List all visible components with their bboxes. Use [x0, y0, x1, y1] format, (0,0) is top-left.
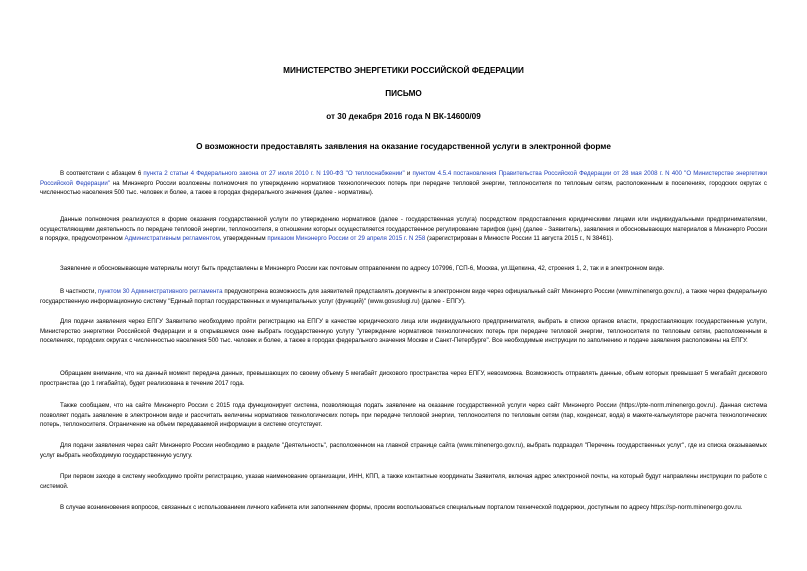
- paragraph-1-text: на Минэнерго России возложены полномочия по утверждению нормативов технологических потерь при передаче тепловой энергии, теплоносителя по тепловым сетям, расположенным в поселениях, городских округах с численностью населения 500 тыс. человек и более, а также в городах федерального значения (далее - нормативы).: [40, 179, 768, 197]
- paragraph-4: [40, 287, 767, 306]
- paragraph-5-text: Для подачи заявления через ЕПГУ Заявителю необходимо пройти регистрацию на ЕПГУ в качестве юридического лица или индивидуального предпринимателя, выбрать в списке органов власти, предоставляющих государственные услуги, Министерство энергетики Российской Федерации и в открывшемся окне выбрать государственную услугу "утверждение нормативов технологических потерь при передаче тепловой энергии, теплоносителя по тепловым сетям, расположенным в поселениях, городских округах с численностью населения 500 тыс. человек и более, а также в городах федерального значения Москве и Санкт-Петербурге". Все необходимые инструкции по заполнению и подаче заявления расположены на ЕПГУ.: [40, 318, 767, 345]
- paragraph-1: [40, 169, 767, 198]
- paragraph-3: [40, 264, 767, 274]
- paragraph-10-text: В случае возникновения вопросов, связанных с использованием личного кабинета или заполнением формы, просим воспользоваться специальным порталом технической поддержки, доступным по адресу https://sp-norm.minenergo.gov.ru.: [60, 504, 743, 511]
- paragraph-4-text: В частности,: [60, 288, 98, 295]
- paragraph-1-text: и: [404, 170, 413, 177]
- paragraph-8-text: Для подачи заявления через сайт Минэнерго России необходимо в разделе "Деятельность", расположенном на главной странице сайта (www.minenergo.gov.ru), выбрать подраздел "Перечень государственных услуг", где из списка оказываемых услуг выбрать необходимую государственную услугу.: [40, 442, 767, 459]
- ministry-title: МИНИСТЕРСТВО ЭНЕРГЕТИКИ РОССИЙСКОЙ ФЕДЕРАЦИИ: [283, 66, 524, 75]
- paragraph-3-text: Заявление и обосновывающие материалы могут быть представлены в Минэнерго России как почтовым отправлением по адресу 107996, ГСП-6, Москва, ул.Щепкина, 42, строения 1, 2, так и в электронном виде.: [60, 265, 665, 272]
- government-decree-400-link[interactable]: пунктом 4.5.4 постановления Правительства Российской Федерации от 28 мая 2008 г. N 400 "О Министерстве энергетики Российской Федерации": [40, 170, 768, 187]
- paragraph-6-text: Обращаем внимание, что на данный момент передача данных, превышающих по своему объему 5 мегабайт дискового пространства через ЕПГУ, невозможна. Возможность отправлять данные, объем которых превышает 5 мегабайт дискового пространства (до 1 гигабайта), будет реализована в течение 2017 года.: [40, 370, 767, 387]
- paragraph-7-text: Также сообщаем, что на сайте Минэнерго России с 2015 года функционирует система, позволяющая подать заявление на оказание государственной услуги через сайт Минэнерго России (https://pte-norm.minenergo.gov.ru). Данная система позволяет подать заявление в электронном виде и рассчитать величины нормативов технологических потерь при передаче тепловой энергии, теплоносителя по тепловым сетям (пар, конденсат, вода) в макете-калькуляторе расчета технологических потерь, теплоносителя. Ограничение на объем передаваемой информации в системе отсутствует.: [40, 402, 767, 429]
- regulation-item-30-link[interactable]: пунктом 30 Административного регламента: [97, 288, 223, 295]
- paragraph-9: [40, 472, 767, 491]
- paragraph-5: [40, 317, 767, 346]
- document-date-number: от 30 декабря 2016 года N ВК-14600/09: [326, 112, 481, 121]
- paragraph-2-text: Данные полномочия реализуются в форме оказания государственной услуги по утверждению нормативов (далее - государственная услуга) посредством предоставления юридическими лицами или индивидуальными предпринимателями, осуществляющими деятельность по передаче тепловой энергии, теплоносителя, в отношении которых осуществляется государственное регулирование тарифов (цен) (далее - Заявитель), заявления и обосновывающих материалов в Минэнерго России в порядке, предусмотренном: [40, 216, 767, 243]
- administrative-regulation-link[interactable]: Административным регламентом: [124, 235, 220, 243]
- document-type: ПИСЬМО: [385, 89, 422, 98]
- paragraph-4-text: предусмотрена возможность для заявителей представлять документы в электронном виде через официальный сайт Минэнерго России (www.minenergo.gov.ru), а также через федеральную государственную информационную систему "Единый портал государственных и муниципальных услуг (функций)" (www.gosuslugi.ru) (далее - ЕПГУ).: [40, 288, 767, 305]
- order-258-link[interactable]: приказом Минэнерго России от 29 апреля 2015 г. N 258: [267, 235, 426, 243]
- paragraph-7: [40, 401, 767, 430]
- paragraph-8: [40, 441, 767, 460]
- paragraph-1-text: В соответствии с абзацем 6: [60, 170, 144, 177]
- paragraph-10: [40, 503, 767, 513]
- paragraph-2-text: , утвержденным: [219, 235, 268, 243]
- document-subject: О возможности предоставлять заявления на оказание государственной услуги в электронной форме: [196, 142, 611, 151]
- law-190-fz-link[interactable]: пункта 2 статьи 4 Федерального закона от 27 июля 2010 г. N 190-ФЗ "О теплоснабжении": [143, 170, 405, 177]
- paragraph-9-text: При первом заходе в систему необходимо пройти регистрацию, указав наименование организации, ИНН, КПП, а также контактные координаты Заявителя, включая адрес электронной почты, на который будут направлены инструкции по работе с системой.: [40, 473, 767, 490]
- paragraph-2-text: (зарегистрирован в Минюсте России 11 августа 2015 г., N 38461).: [425, 235, 614, 243]
- paragraph-6: [40, 369, 767, 388]
- paragraph-2: [40, 215, 767, 244]
